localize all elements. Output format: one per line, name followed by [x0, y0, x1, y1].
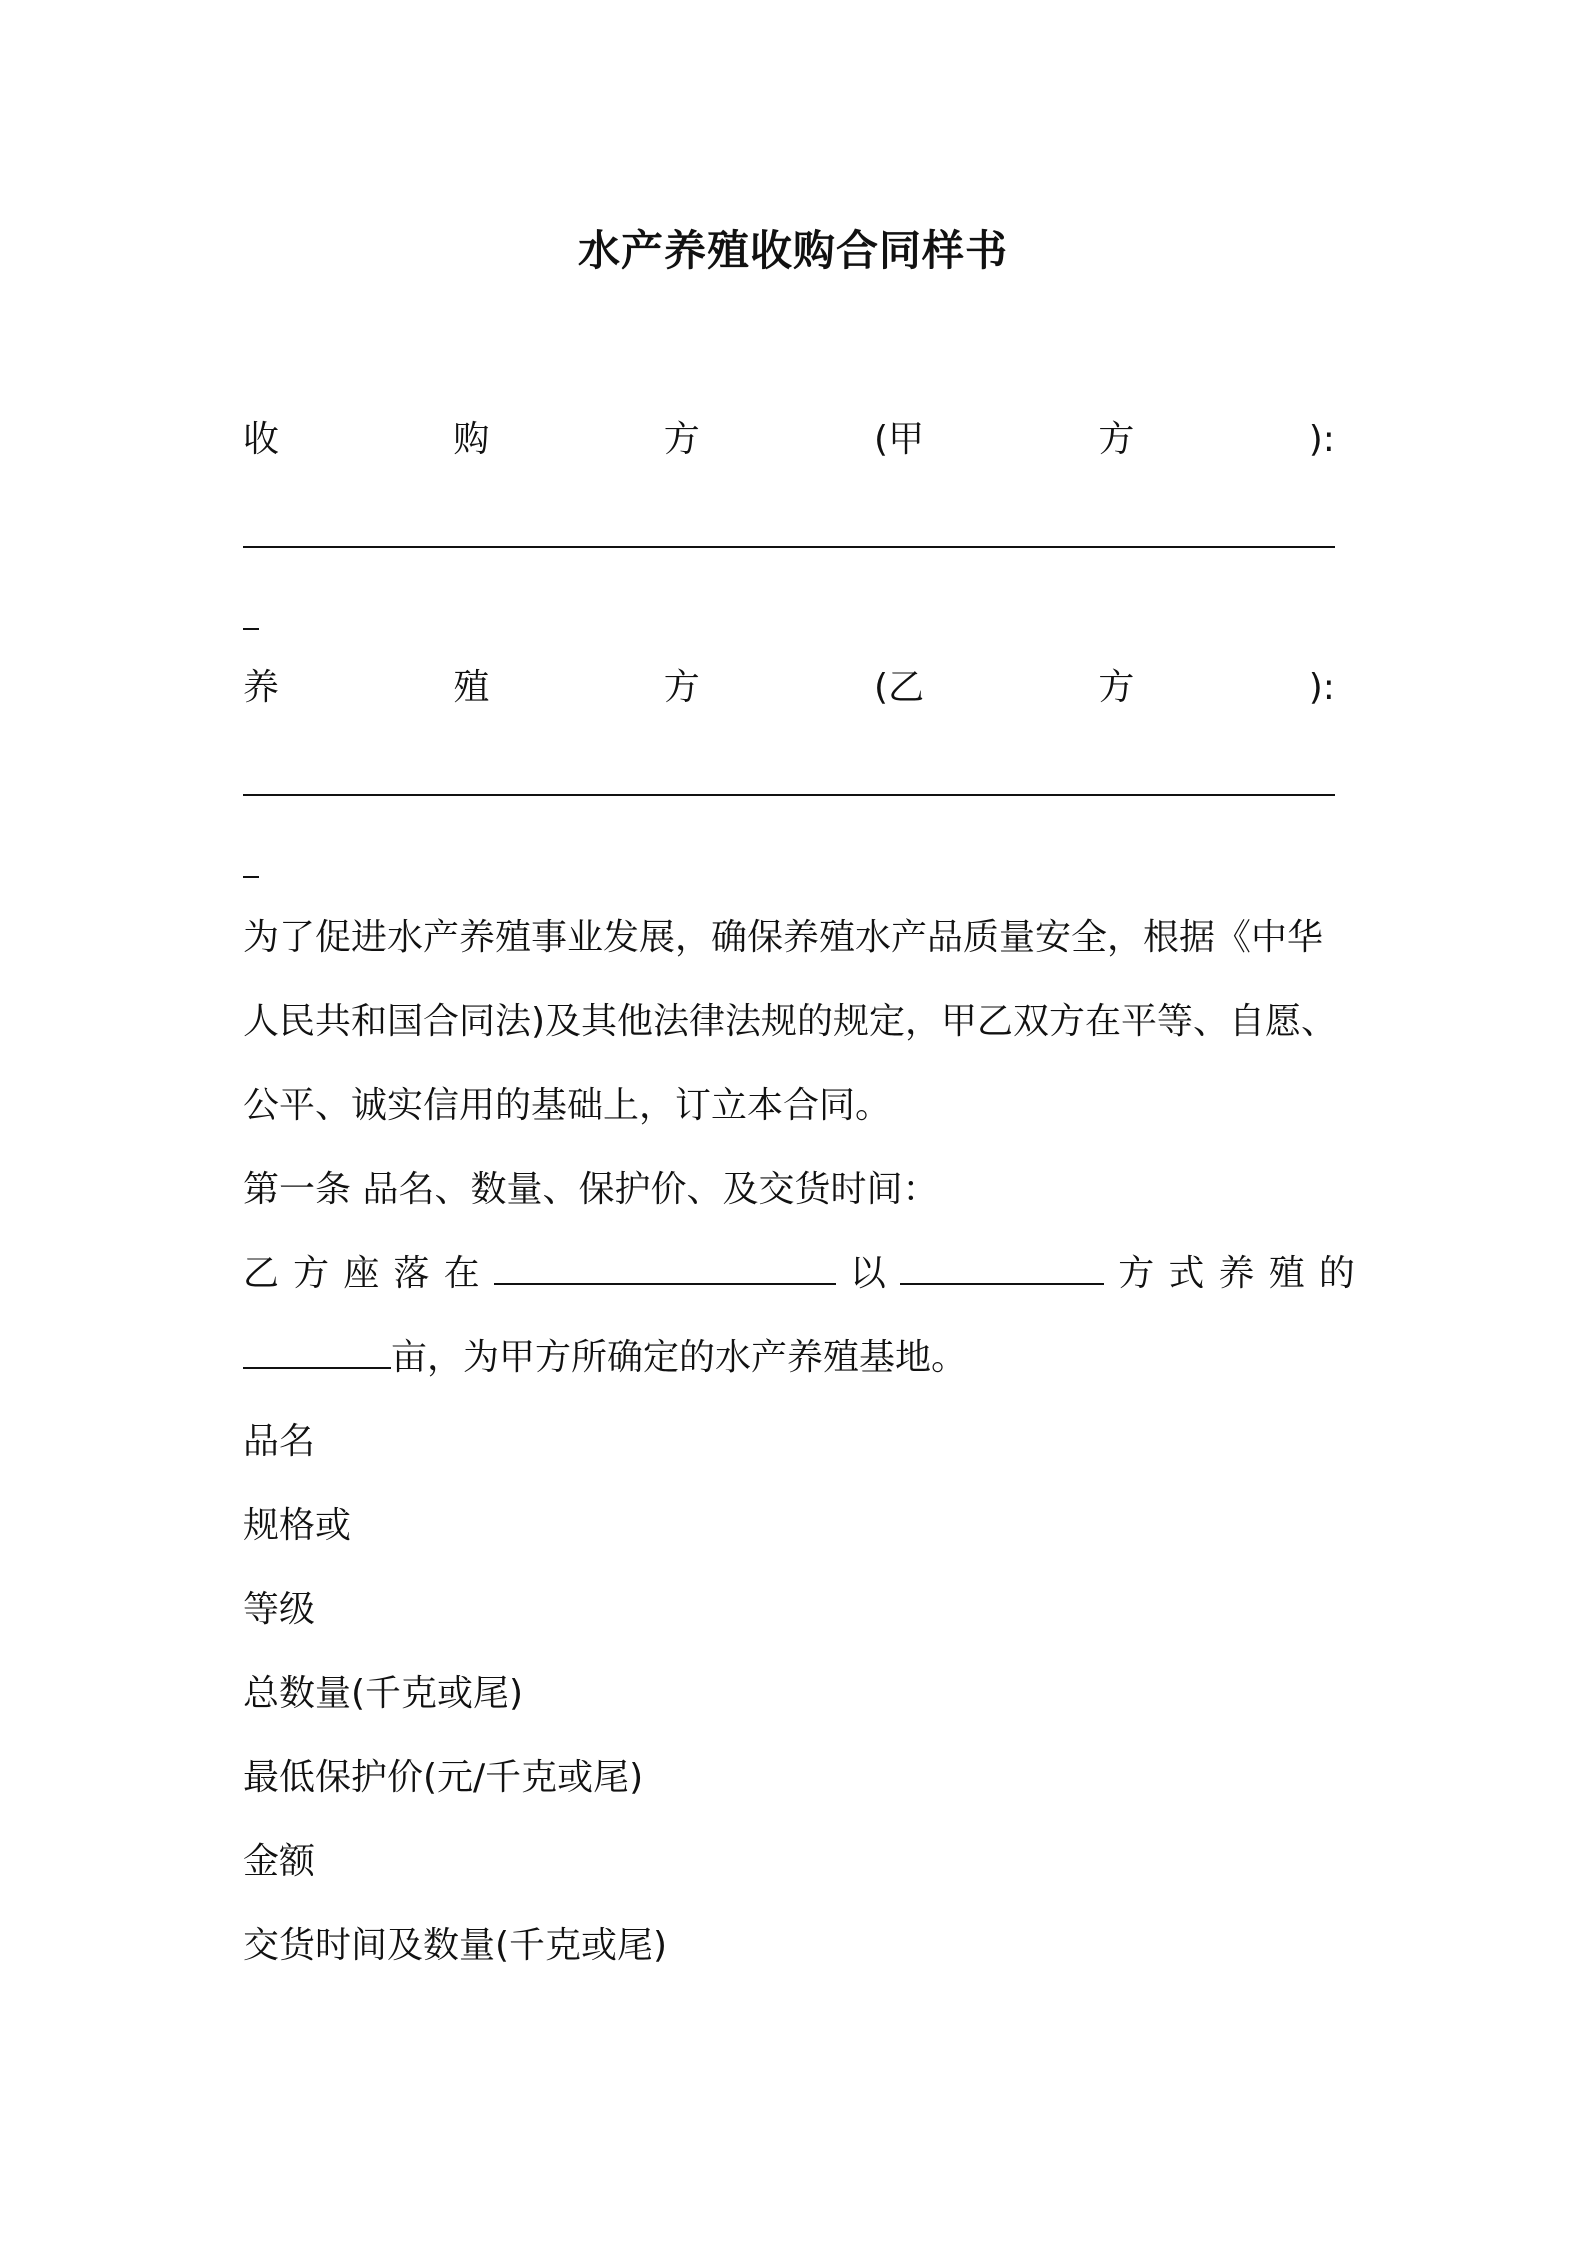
location-char: 方 [293, 1253, 330, 1294]
farmer-party-line [243, 664, 1335, 712]
field-label: 金额 [243, 1841, 316, 1882]
field-label: 规格或 [243, 1505, 352, 1546]
location-char: 殖 [1268, 1253, 1305, 1294]
location-char: 乙 [243, 1253, 280, 1294]
area-blank[interactable] [243, 1337, 391, 1369]
location-char: 落 [393, 1253, 430, 1294]
farmer-blank-rule-tail [243, 876, 259, 878]
field-label: 最低保护价(元/千克或尾) [243, 1757, 644, 1798]
location-char: 方 [1118, 1253, 1155, 1294]
area-line [243, 1334, 1355, 1382]
buyer-char: 购 [453, 419, 490, 460]
farmer-char: 殖 [453, 667, 490, 708]
buyer-char: 方 [1098, 419, 1135, 460]
buyer-char: ): [1308, 419, 1335, 460]
location-char: 座 [343, 1253, 380, 1294]
buyer-char: 收 [243, 419, 280, 460]
buyer-char: (甲 [874, 419, 925, 460]
preamble-line: 公平、诚实信用的基础上，订立本合同。 [243, 1085, 892, 1126]
farmer-blank-rule [243, 794, 1335, 796]
buyer-blank-rule-tail [243, 628, 259, 630]
farmer-char: 养 [243, 667, 280, 708]
buyer-char: 方 [663, 419, 700, 460]
preamble-line: 为了促进水产养殖事业发展，确保养殖水产品质量安全，根据《中华 [243, 917, 1324, 958]
farmer-char: ): [1308, 667, 1335, 708]
farmer-char: 方 [663, 667, 700, 708]
location-line [243, 1250, 1355, 1298]
location-char: 的 [1318, 1253, 1355, 1294]
document-title: 水产养殖收购合同样书 [577, 226, 1008, 275]
location-mid: 以 [849, 1253, 886, 1294]
field-label: 交货时间及数量(千克或尾) [243, 1925, 668, 1966]
location-char: 养 [1218, 1253, 1255, 1294]
article-1-heading: 第一条 品名、数量、保护价、及交货时间： [243, 1169, 939, 1210]
field-label: 等级 [243, 1589, 316, 1630]
farmer-char: 方 [1098, 667, 1135, 708]
location-char: 式 [1168, 1253, 1205, 1294]
farmer-char: (乙 [874, 667, 925, 708]
location-char: 在 [443, 1253, 480, 1294]
field-label: 总数量(千克或尾) [243, 1673, 524, 1714]
preamble-line: 人民共和国合同法)及其他法律法规的规定，甲乙双方在平等、自愿、 [243, 1001, 1338, 1042]
buyer-blank-rule [243, 546, 1335, 548]
buyer-party-line [243, 416, 1335, 464]
location-blank[interactable] [494, 1253, 836, 1285]
field-label: 品名 [243, 1421, 316, 1462]
area-line-text: 亩，为甲方所确定的水产养殖基地。 [391, 1337, 968, 1378]
method-blank[interactable] [900, 1253, 1104, 1285]
